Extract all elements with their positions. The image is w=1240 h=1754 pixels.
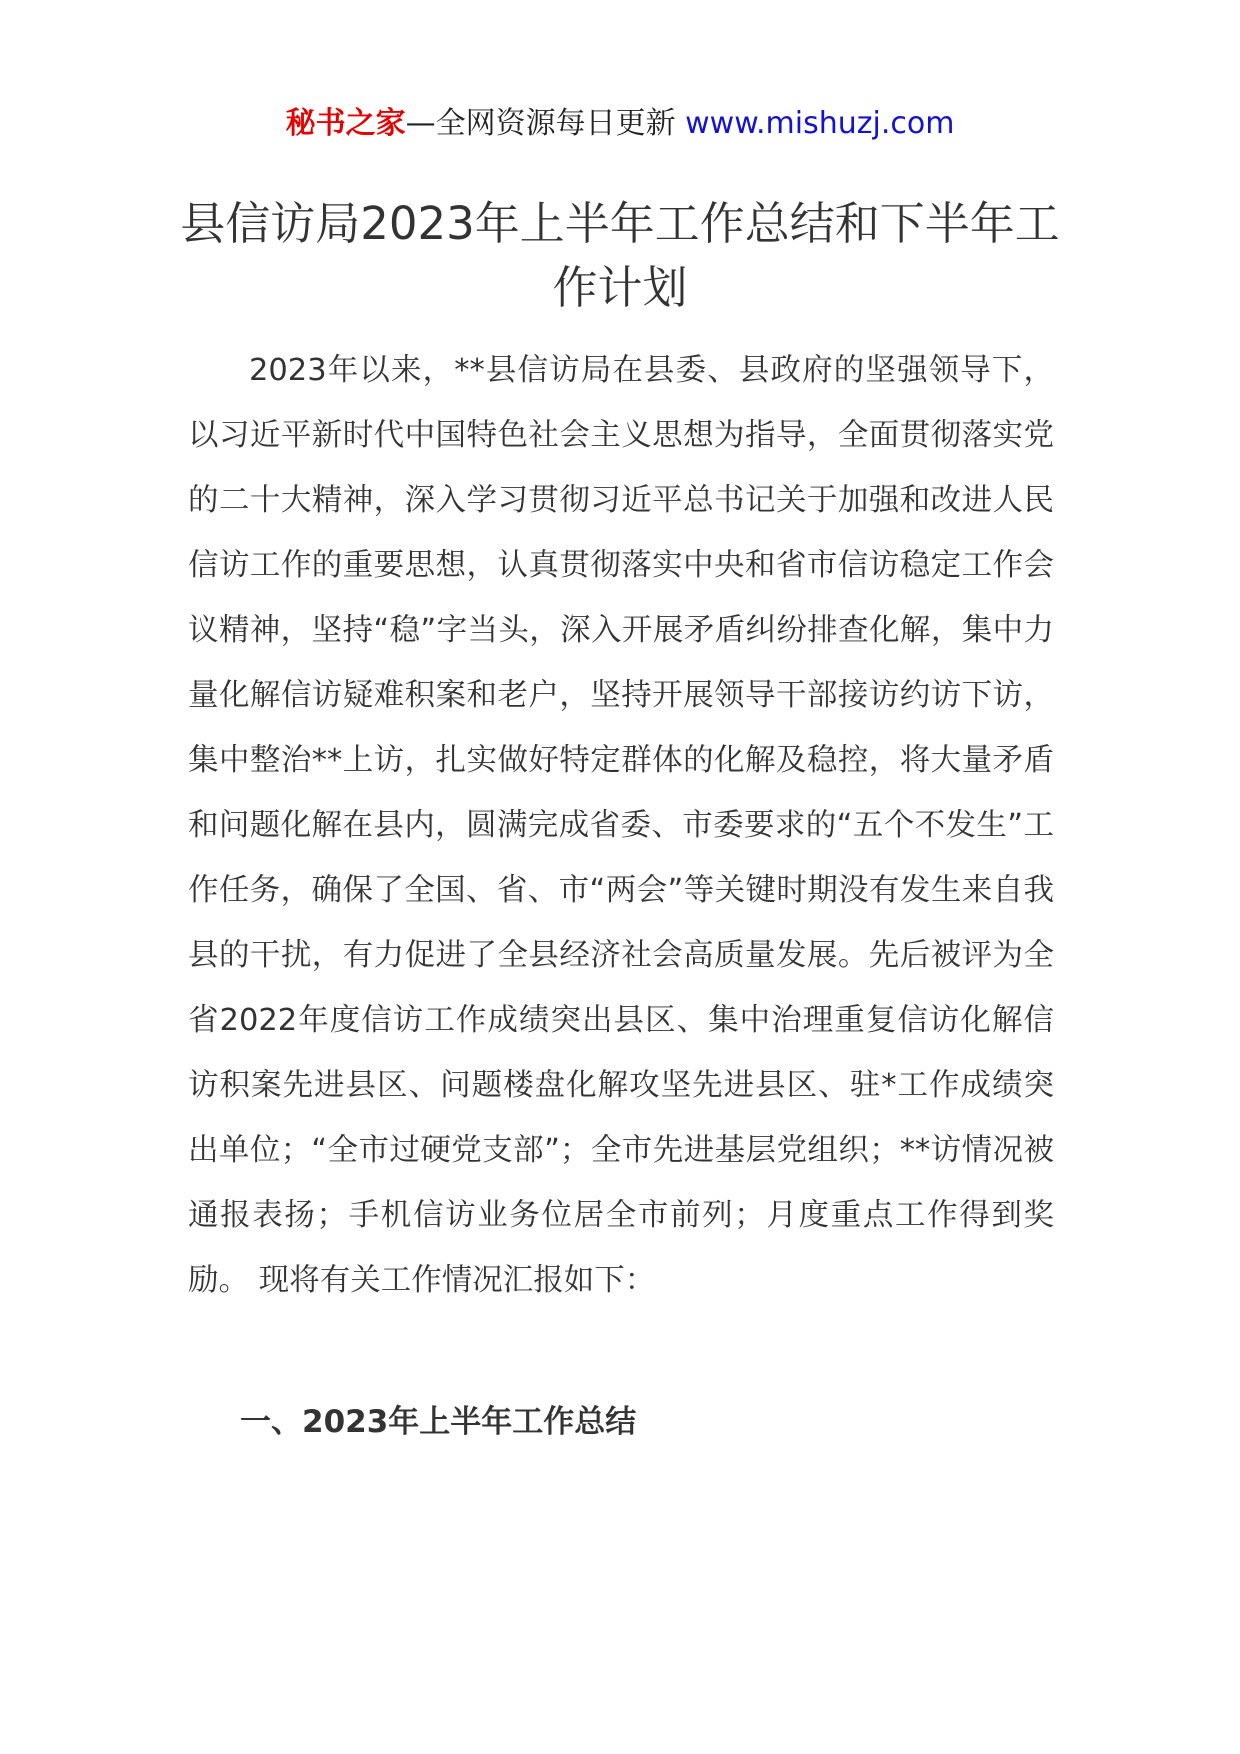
brand-name: 秘书之家 [285, 106, 406, 141]
site-url-link[interactable]: www.mishuzj.com [685, 106, 955, 141]
intro-paragraph: 2023年以来，**县信访局在县委、县政府的坚强领导下，以习近平新时代中国特色社会主义思想为指导，全面贯彻落实党的二十大精神，深入学习贯彻习近平总书记关于加强和改进人民信访工作的重要思想，认真贯彻落实中央和省市信访稳定工作会议精神，坚持“稳”字当头，深入开展矛盾纠纷排查化解，集中力量化解信访疑难积案和老户，坚持开展领导干部接访约访下访，集中整治**上访，扎实做好特定群体的化解及稳控，将大量矛盾和问题化解在县内，圆满完成省委、市委要求的“五个不发生”工作任务，确保了全国、省、市“两会”等关键时期没有发生来自我县的干扰，有力促进了全县经济社会高质量发展。先后被评为全省2022年度信访工作成绩突出县区、集中治理重复信访化解信访积案先进县区、问题楼盘化解攻坚先进县区、驻*工作成绩突出单位；“全市过硬党支部”；全市先进基层党组织；**访情况被通报表扬；手机信访业务位居全市前列；月度重点工作得到奖励。 现将有关工作情况汇报如下： [188, 353, 1054, 1298]
site-banner [0, 100, 1240, 148]
section-heading: 一、2023年上半年工作总结 [240, 1404, 637, 1440]
document-title: 县信访局2023年上半年工作总结和下半年工作计划 [180, 197, 1060, 314]
banner-tagline: —全网资源每日更新 [405, 106, 686, 141]
